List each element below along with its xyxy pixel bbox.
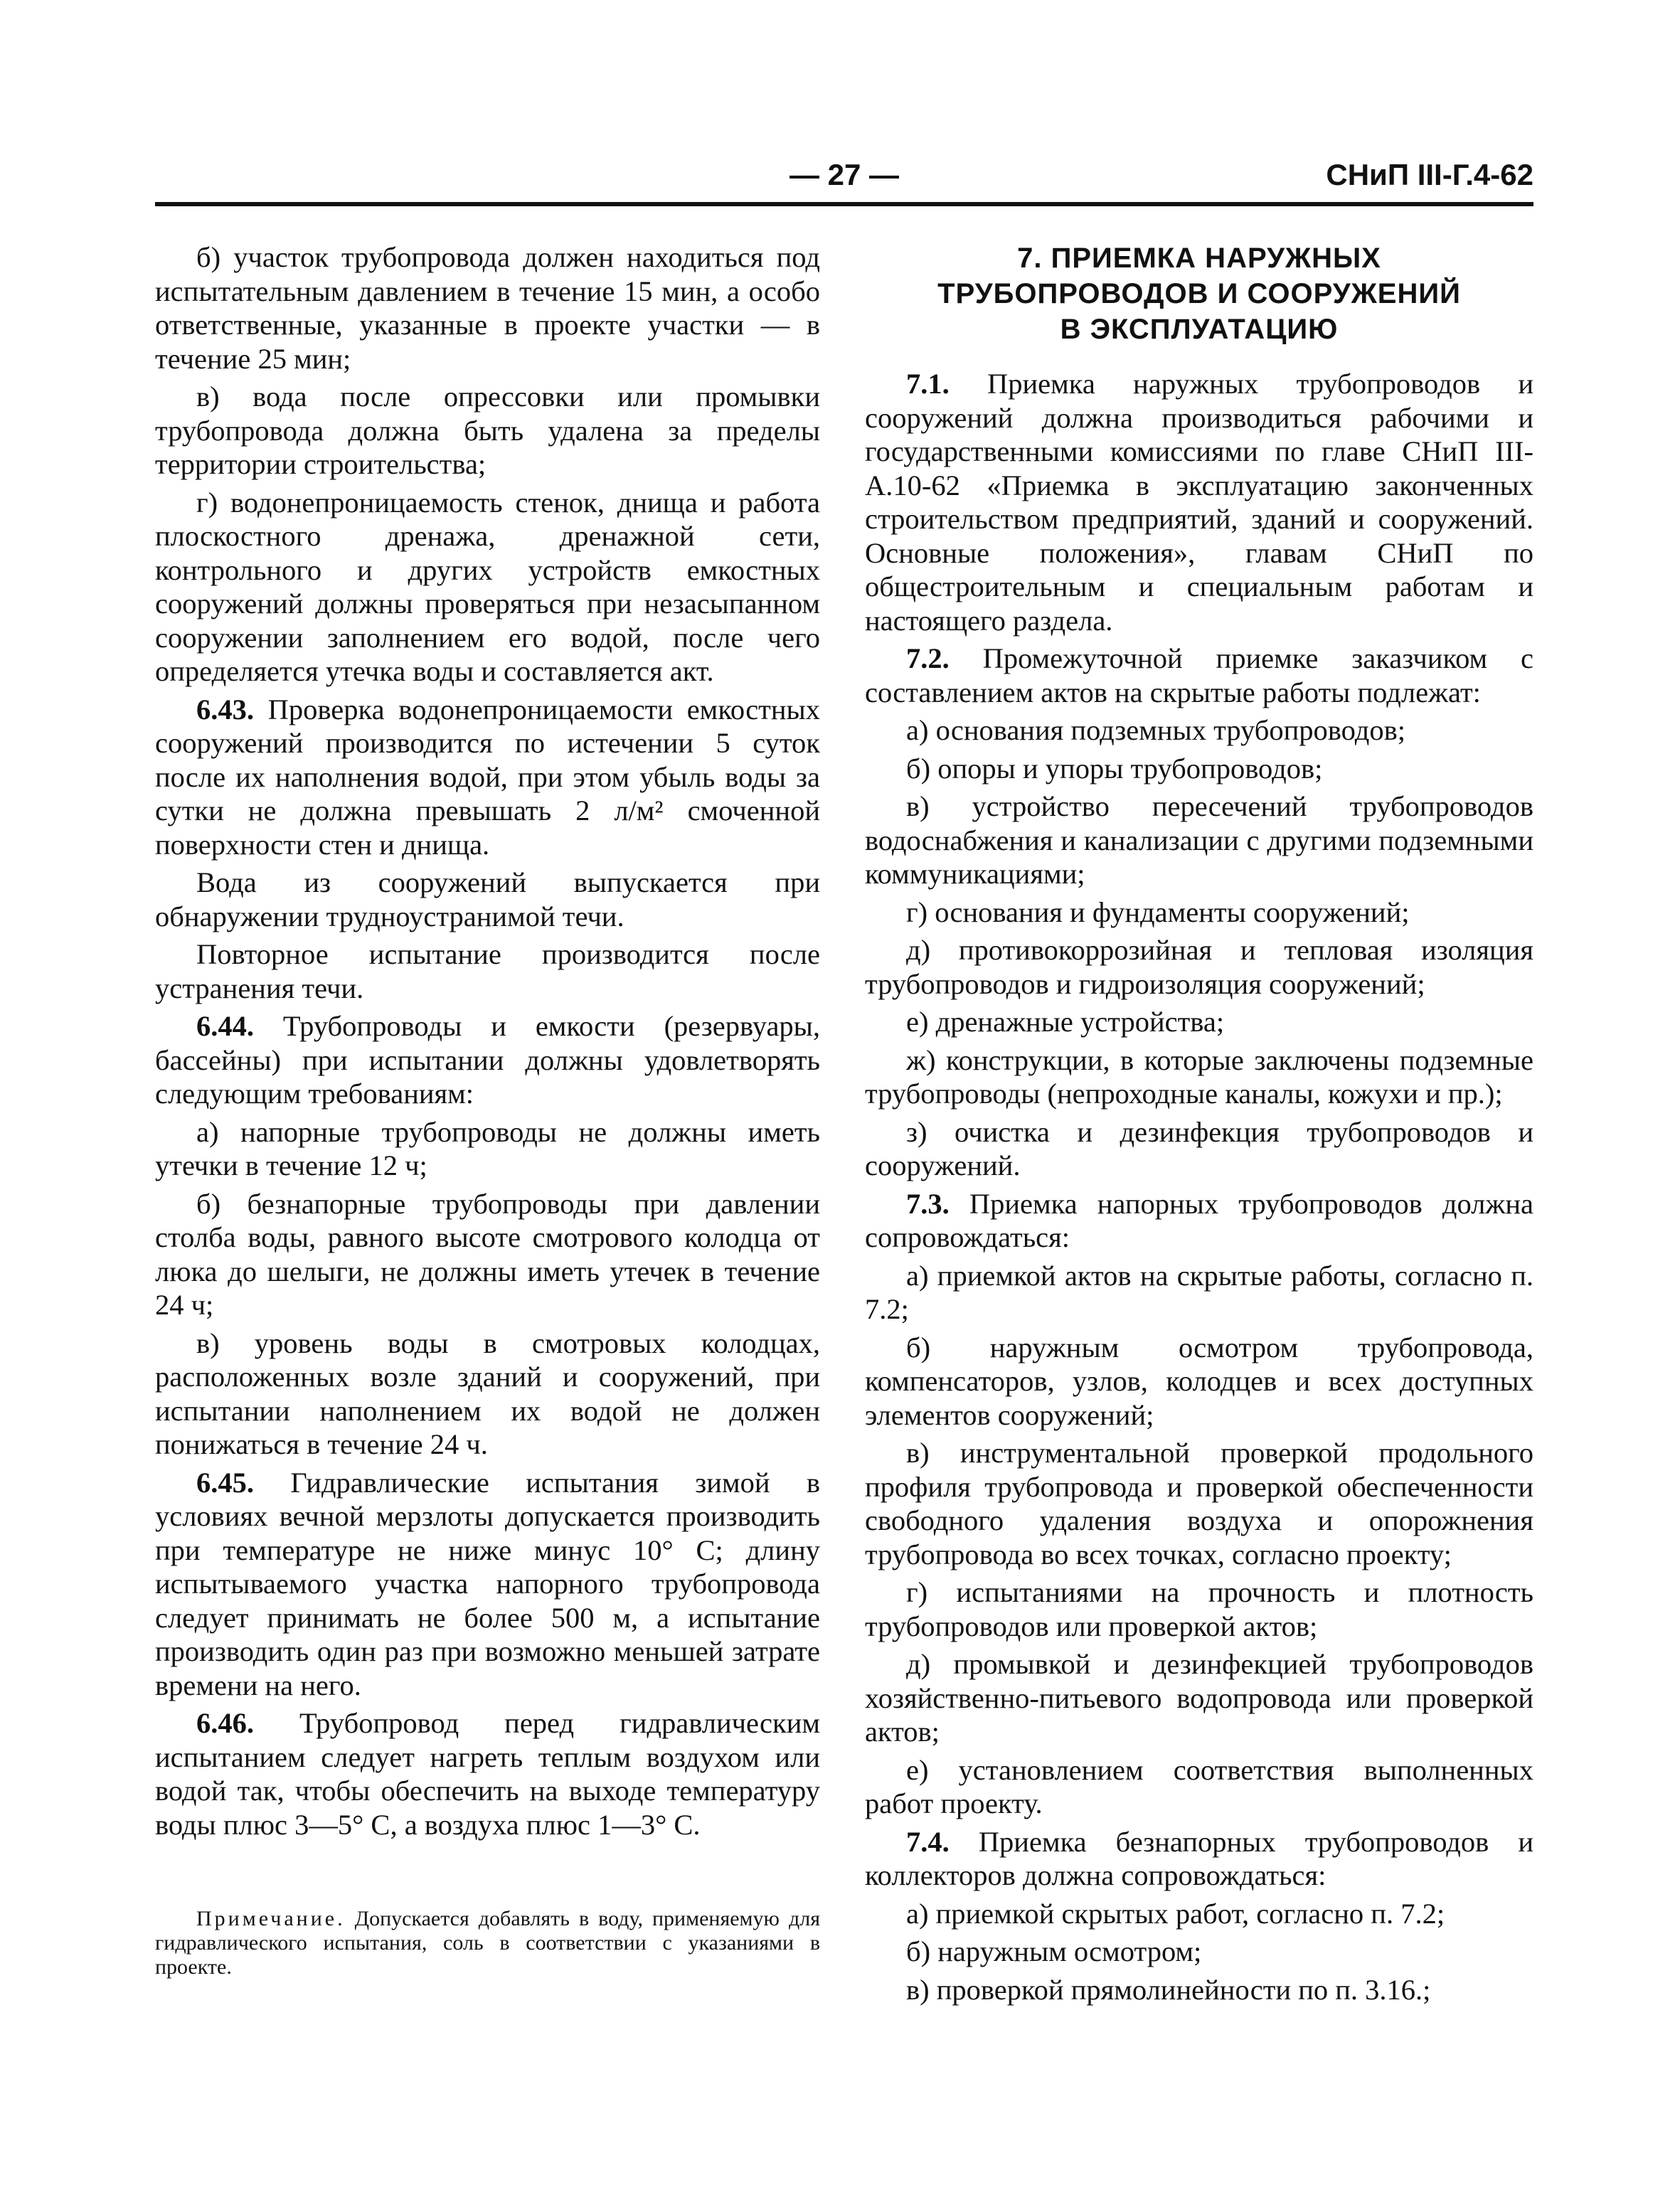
list-item: ж) конструкции, в которые заключены подземные трубопроводы (непроходные каналы, кожухи и пр.); — [865, 1043, 1533, 1110]
paragraph-text: Гидравлические испытания зимой в условиях вечной мерзлоты допускается производить при температуре не ниже минус 10° С; длину испытываемого участка напорного трубопровода следует принимать не более 500 м, а испытание производить один раз при возможно меньшей затрате времени на него. — [155, 1466, 820, 1701]
list-item: в) проверкой прямолинейности по п. 3.16.; — [906, 1973, 1431, 2006]
paragraph-6-43 — [155, 693, 820, 862]
footnote — [155, 1907, 820, 1979]
paragraph-text: Промежуточной приемке заказчиком с составлением актов на скрытые работы подлежат: — [865, 642, 1533, 708]
list-item: б) опоры и упоры трубопроводов; — [906, 752, 1323, 785]
paragraph-6-44 — [155, 1009, 820, 1111]
note-label: Примечание. — [196, 1907, 346, 1930]
list-item: б) наружным осмотром; — [906, 1935, 1202, 1967]
page-header — [155, 155, 1533, 205]
list-item: г) основания и фундаменты сооружений; — [906, 895, 1410, 928]
list-item: а) приемкой скрытых работ, согласно п. 7.2; — [906, 1897, 1445, 1930]
clause-number: 7.1. — [906, 368, 950, 400]
left-column — [155, 240, 820, 1984]
list-item: е) установлением соответствия выполненных работ проекту. — [865, 1753, 1533, 1819]
paragraph-text: Приемка безнапорных трубопроводов и коллекторов должна сопровождаться: — [865, 1825, 1533, 1891]
paragraph-text: Приемка напорных трубопроводов должна сопровождаться: — [865, 1187, 1534, 1253]
paragraph-text: Трубопроводы и емкости (резервуары, бассейны) при испытании должны удовлетворять следующим требованиям: — [155, 1010, 821, 1110]
paragraph-7-2 — [865, 642, 1533, 709]
list-item: б) наружным осмотром трубопровода, компенсаторов, узлов, колодцев и всех доступных элементов сооружений; — [865, 1331, 1533, 1431]
paragraph: в) уровень воды в смотровых колодцах, расположенных возле зданий и сооружений, при испытании наполнением их водой не должен понижаться в течение 24 ч. — [155, 1327, 820, 1460]
list-item: а) приемкой актов на скрытые работы, согласно п. 7.2; — [865, 1259, 1533, 1325]
paragraph: в) вода после опрессовки или промывки трубопровода должна быть удалена за пределы территории строительства; — [155, 381, 820, 480]
paragraph-text: Трубопровод перед гидравлическим испытанием следует нагреть теплым воздухом или водой так, чтобы обеспечить на выходе температуру воды плюс 3—5° С, а воздуха плюс 1—3° С. — [155, 1707, 820, 1841]
paragraph: б) безнапорные трубопроводы при давлении столба воды, равного высоте смотрового колодца от люка до шелыги, не должны иметь утечек в течение 24 ч; — [155, 1187, 820, 1321]
clause-number: 6.44. — [196, 1010, 254, 1042]
paragraph-text: Проверка водонепроницаемости емкостных сооружений производится по истечении 5 суток после их наполнения водой, при этом убыль воды за сутки не должна превышать 2 л/м² смоченной поверхности стен и днища. — [155, 693, 821, 861]
list-item: д) промывкой и дезинфекцией трубопроводов хозяйственно-питьевого водопровода или проверкой актов; — [865, 1648, 1533, 1748]
paragraph-6-45 — [155, 1466, 820, 1703]
paragraph-6-46 — [155, 1706, 820, 1841]
note-text: Допускается добавлять в воду, применяемую для гидравлического испытания, соль в соответствии с указаниями в проекте. — [155, 1907, 820, 1979]
paragraph-text: Приемка наружных трубопроводов и сооружений должна производиться рабочими и государственными комиссиями по главе СНиП III-А.10-62 «Приемка в эксплуатацию законченных строительством предприятий, зданий и сооружений. Основные положения», главам СНиП по общестроительным и специальным работам и настоящего раздела. — [865, 368, 1533, 637]
section-title-line: ТРУБОПРОВОДОВ И СООРУЖЕНИЙ — [937, 278, 1461, 309]
list-item: в) инструментальной проверкой продольного профиля трубопровода и проверкой обеспеченности свободного удаления воздуха и опорожнения трубопровода во всех точках, согласно проекту; — [865, 1437, 1533, 1570]
paragraph: а) напорные трубопроводы не должны иметь утечки в течение 12 ч; — [155, 1115, 820, 1181]
header-rule — [155, 202, 1533, 206]
clause-number: 6.45. — [196, 1466, 254, 1499]
list-item: з) очистка и дезинфекция трубопроводов и сооружений. — [865, 1115, 1533, 1181]
list-item: е) дренажные устройства; — [906, 1006, 1225, 1038]
section-title-line: В ЭКСПЛУАТАЦИЮ — [1060, 314, 1339, 345]
paragraph: Повторное испытание производится после устранения течи. — [155, 938, 820, 1004]
clause-number: 7.3. — [906, 1187, 950, 1220]
list-item: а) основания подземных трубопроводов; — [906, 714, 1405, 746]
paragraph-7-4 — [865, 1825, 1533, 1893]
paragraph-7-3 — [865, 1187, 1533, 1255]
list-item: г) испытаниями на прочность и плотность трубопроводов или проверкой актов; — [865, 1576, 1533, 1642]
right-column — [865, 240, 1533, 2011]
page-number: — 27 — — [789, 158, 900, 191]
list-item: д) противокоррозийная и тепловая изоляция трубопроводов и гидроизоляция сооружений; — [865, 934, 1533, 1000]
paragraph: г) водонепроницаемость стенок, днища и работа плоскостного дренажа, дренажной сети, контрольного и других устройств емкостных сооружений должны проверяться при незасыпанном сооружении заполнением его водой, после чего определяется утечка воды и составляется акт. — [155, 486, 820, 687]
clause-number: 7.2. — [906, 642, 950, 674]
paragraph: Вода из сооружений выпускается при обнаружении трудноустранимой течи. — [155, 866, 820, 932]
section-title — [865, 240, 1533, 347]
paragraph: б) участок трубопровода должен находиться под испытательным давлением в течение 15 мин, а особо ответственные, указанные в проекте участки — в течение 25 мин; — [155, 241, 820, 375]
section-title-line: 7. ПРИЕМКА НАРУЖНЫХ — [1017, 243, 1381, 274]
clause-number: 7.4. — [906, 1825, 950, 1858]
clause-number: 6.46. — [196, 1707, 254, 1739]
document-code: СНиП III-Г.4-62 — [1326, 158, 1533, 191]
paragraph-7-1 — [865, 367, 1533, 637]
clause-number: 6.43. — [196, 693, 254, 725]
list-item: в) устройство пересечений трубопроводов водоснабжения и канализации с другими подземными коммуникациями; — [865, 790, 1533, 890]
